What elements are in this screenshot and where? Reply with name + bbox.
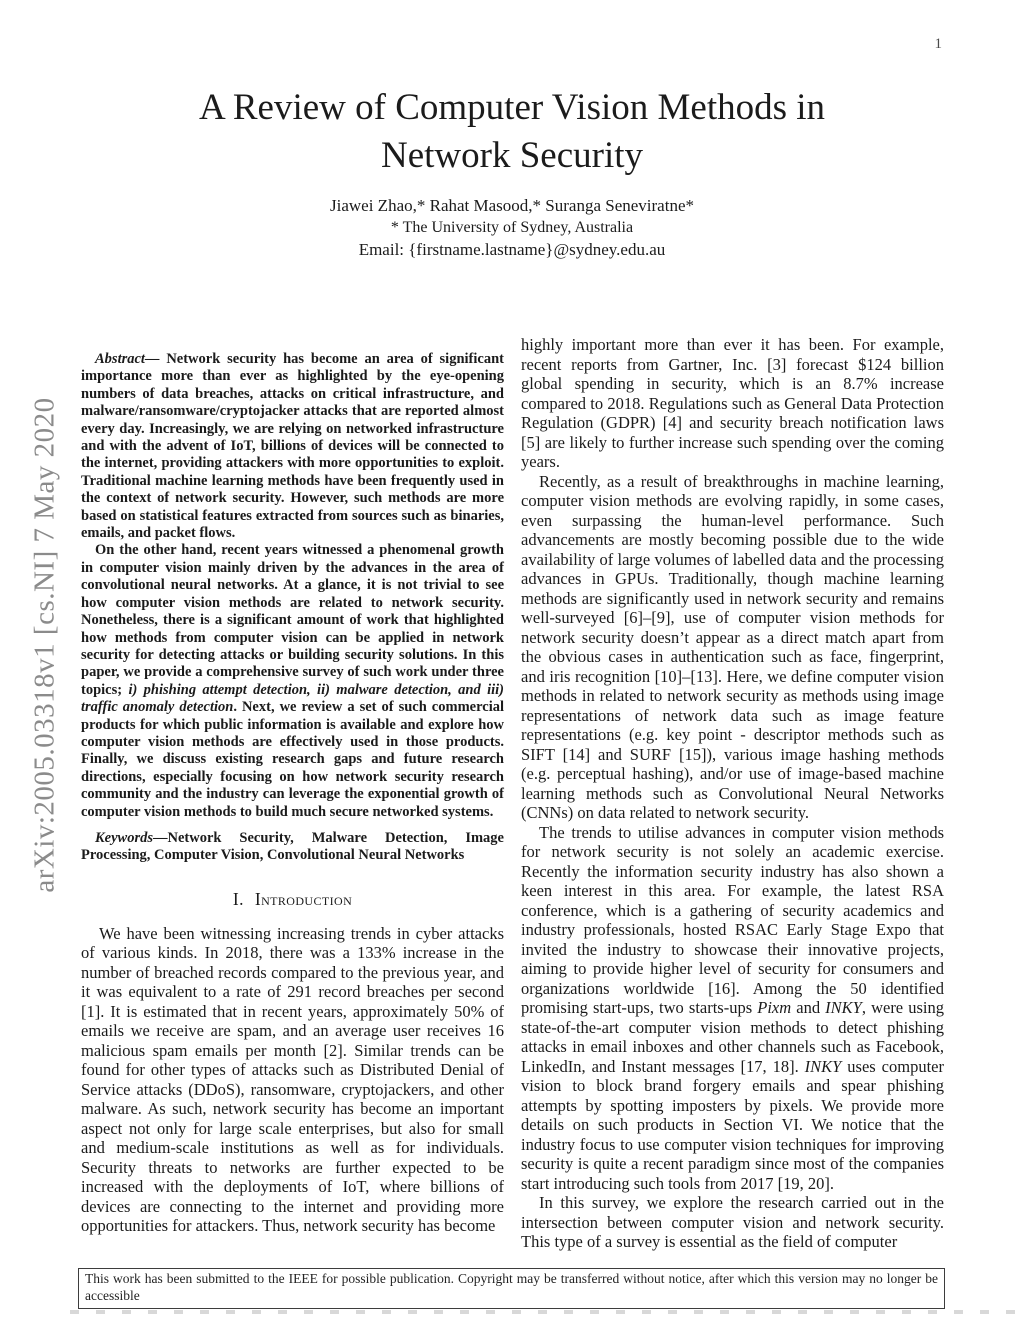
section-heading-introduction [81,889,504,910]
email-line: Email: {firstname.lastname}@sydney.edu.au [358,240,666,259]
abstract-paragraph-1: Abstract— Network security has become an area of significant importance more than ever as highlighted by the eye-opening numbers of data breaches, attacks on critical infrastructure, and malware/ransomware/cryptojacker attacks that are reported almost every day. Increasingly, we are relying on networked infrastructure and with the advent of IoT, billions of devices will be connected to the internet, providing attackers with more opportunities to exploit. Traditional machine learning methods have been frequently used in the context of network security. However, such methods are more based on statistical features extracted from sources such as binaries, emails, and packet flows. [81,351,504,542]
section-title: Introduction [254,888,353,909]
section-number: I. [232,888,244,909]
authors-line: Jiawei Zhao,* Rahat Masood,* Suranga Seneviratne* [330,196,694,215]
keywords: Keywords—Network Security, Malware Detection, Image Processing, Computer Vision, Convolutional Neural Networks [81,829,504,864]
right-paragraph-2: Recently, as a result of breakthroughs in machine learning, computer vision methods are evolving rapidly, in some cases, even surpassing the human-level performance. Such advancements are mostly becoming possible due to the wide availability of large volumes of labelled data and the processing advances in GPUs. Traditionally, though machine learning methods are significantly used in network security and remains well-surveyed [6]–[9], use of computer vision methods for network security doesn’t appear as a direct match apart from the obvious cases in authentication such as face, fingerprint, and iris recognition [10]–[13]. Here, we define computer vision methods in related to network security as methods using image representations of network data such as image feature representations (e.g. key point - descriptor methods such as SIFT [14] and SURF [15]), various image hashing methods (e.g. perceptual hashing), and/or use of image-based machine learning methods such as Convolutional Neural Networks (CNNs) on data related to network security. [521,471,944,822]
abstract [81,335,504,821]
right-paragraph-1: highly important more than ever it has been. For example, recent reports from Gartner, Inc. [3] forecast $124 billion global spending in security, which is an 8.7% increase compared to 2018. Regulations such as General Data Protection Regulation (GDPR) [4] and security breach notification laws [5] are likely to further increase such spending over the coming years. [521,335,944,471]
intro-paragraph-1: We have been witnessing increasing trends in cyber attacks of various kinds. In 2018, there was a 133% increase in the number of breached records compared to the previous year, and it was equivalent to a rate of 291 record breaches per second [1]. It is estimated that in recent years, approximately 50% of emails we receive are spam, and an average user receives 16 malicious spam emails per month [2]. Similar trends can be found for other types of attacks such as Distributed Denial of Service attacks (DDoS), ransomware, cryptojackers, and other malware. As such, network security has become an important aspect not only for large scale enterprises, but also for small and medium-scale institutions as well as for individuals. Security threats to networks are further expected to be increased with the deployments of IoT, where billions of devices are connecting to the internet and providing more opportunities for attackers. Thus, network security has become [81,923,504,1236]
right-paragraph-4: In this survey, we explore the research carried out in the intersection between computer vision and network security. This type of a survey is essential as the field of computer [521,1193,944,1251]
scan-artifact-dashes [70,1310,1020,1314]
arxiv-watermark: arXiv:2005.03318v1 [cs.NI] 7 May 2020 [28,397,61,893]
two-column-body [81,335,944,1265]
page-number: 1 [934,36,942,52]
right-column [521,335,944,1265]
paper-title: A Review of Computer Vision Methods in Network Security [198,87,826,176]
abstract-paragraph-2: On the other hand, recent years witnessed a phenomenal growth in computer vision mainly driven by the advances in the area of convolutional neural networks. At a glance, it is not trivial to see how computer vision methods are related to network security. Nonetheless, there is a significant amount of work that highlighted how methods from computer vision can be applied in network security for detecting attacks or building security solutions. In this paper, we provide a comprehensive survey of such work under three topics; i) phishing attempt detection, ii) malware detection, and iii) traffic anomaly detection. Next, we review a set of such commercial products for which public information is available and explore how computer vision methods are effectively used in those products. Finally, we discuss existing research gaps and future research directions, especially focusing on how network security research community and the industry can leverage the exponential growth of computer vision methods to build much secure networked systems. [81,542,505,820]
affiliation-line: * The University of Sydney, Australia [390,219,634,236]
right-paragraph-3: The trends to utilise advances in computer vision methods for network security is not solely an academic exercise. Recently the information security industry has also shown a keen interest in this area. For example, the latest RSA conference, which is a gathering of security academics and industry professionals, hosted RSAC Early Stage Expo that invited the industry to showcase their innovative projects, aiming to provide higher level of security for consumers and organizations worldwide [16]. Among the 50 identified promising start-ups, two starts-ups Pixm and INKY, were using state-of-the-art computer vision methods to detect phishing attacks in email inboxes and other channels such as Facebook, LinkedIn, and Instant messages [17, 18]. INKY uses computer vision to block brand forgery emails and spear phishing attempts by spotting imposters by pixels. We provide more details on such products in Section VI. We notice that the industry focus to use computer vision techniques for improving security is quite a recent paradigm since most of the companies start introducing such tools from 2017 [19, 20]. [521,822,944,1193]
left-column [81,335,504,1265]
introduction-text-left [81,924,504,1236]
title-block [0,84,1024,260]
ieee-copyright-footnote: This work has been submitted to the IEEE for possible publication. Copyright may be transferred without notice, after which this version may no longer be accessible [78,1268,945,1309]
